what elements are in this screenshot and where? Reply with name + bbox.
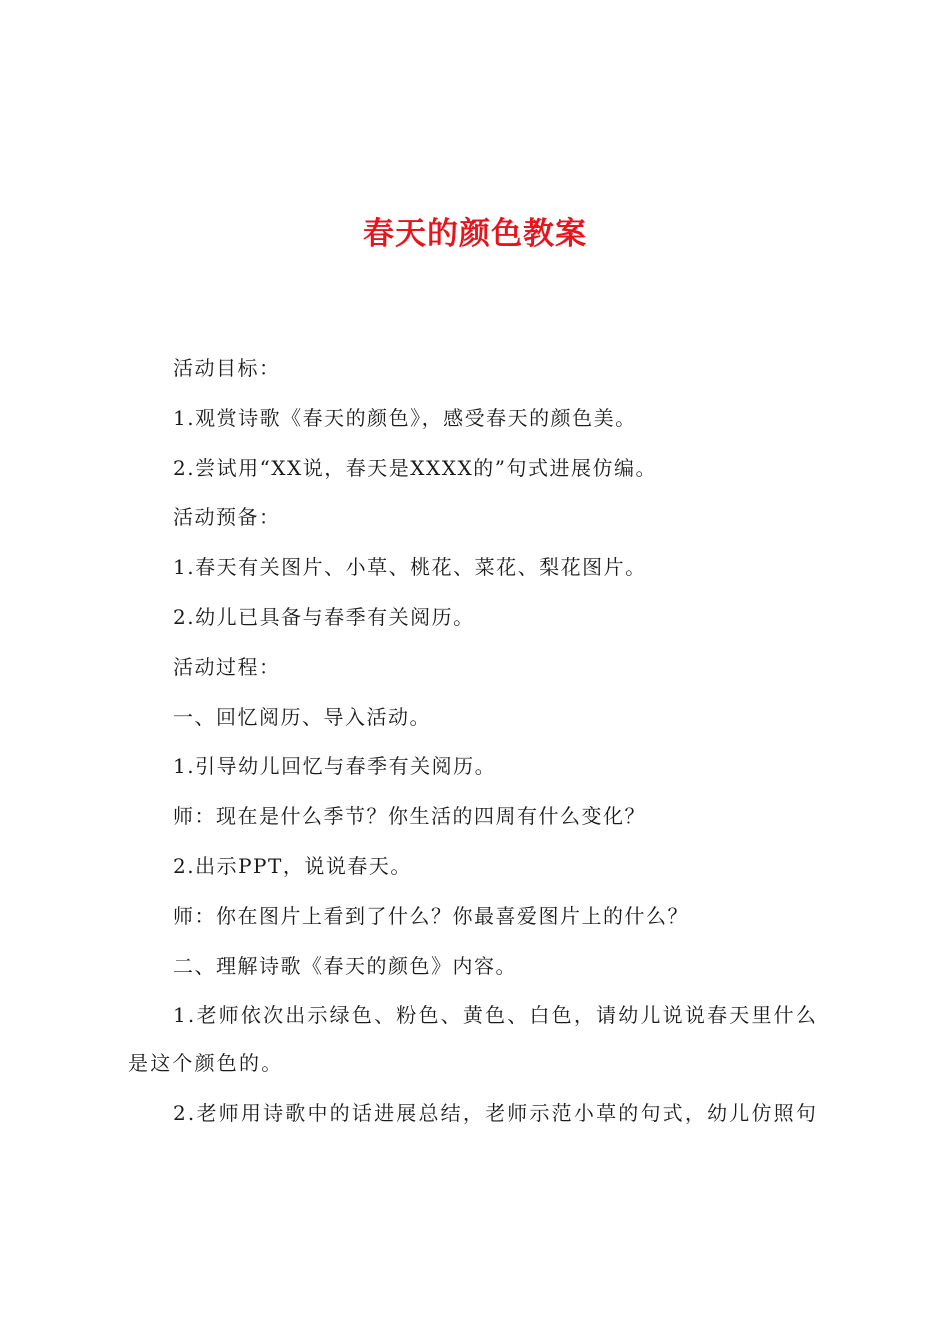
paragraph: 2.老师用诗歌中的话进展总结，老师示范小草的句式，幼儿仿照句 (173, 1101, 819, 1126)
section-heading: 活动预备： (173, 505, 281, 530)
paragraph: 2.幼儿已具备与春季有关阅历。 (173, 604, 475, 629)
paragraph: 1.引导幼儿回忆与春季有关阅历。 (173, 754, 497, 779)
paragraph: 一、回忆阅历、导入活动。 (173, 704, 431, 729)
paragraph: 二、理解诗歌《春天的颜色》内容。 (173, 953, 517, 978)
document-body (128, 344, 832, 1139)
paragraph: 1.春天有关图片、小草、桃花、菜花、梨花图片。 (173, 555, 647, 580)
paragraph: 2.尝试用“XX说，春天是XXXX的”句式进展仿编。 (173, 455, 657, 480)
paragraph: 师：现在是什么季节？你生活的四周有什么变化？ (173, 804, 646, 829)
paragraph: 2.出示PPT，说说春天。 (173, 853, 412, 878)
paragraph: 1.老师依次出示绿色、粉色、黄色、白色，请幼儿说说春天里什么是这个颜色的。 (128, 1003, 819, 1076)
paragraph: 1.观赏诗歌《春天的颜色》，感受春天的颜色美。 (173, 405, 637, 430)
section-heading: 活动过程： (173, 654, 281, 679)
section-heading: 活动目标： (173, 356, 281, 380)
document-title: 春天的颜色教案 (363, 216, 587, 252)
paragraph: 师：你在图片上看到了什么？你最喜爱图片上的什么？ (173, 903, 689, 928)
